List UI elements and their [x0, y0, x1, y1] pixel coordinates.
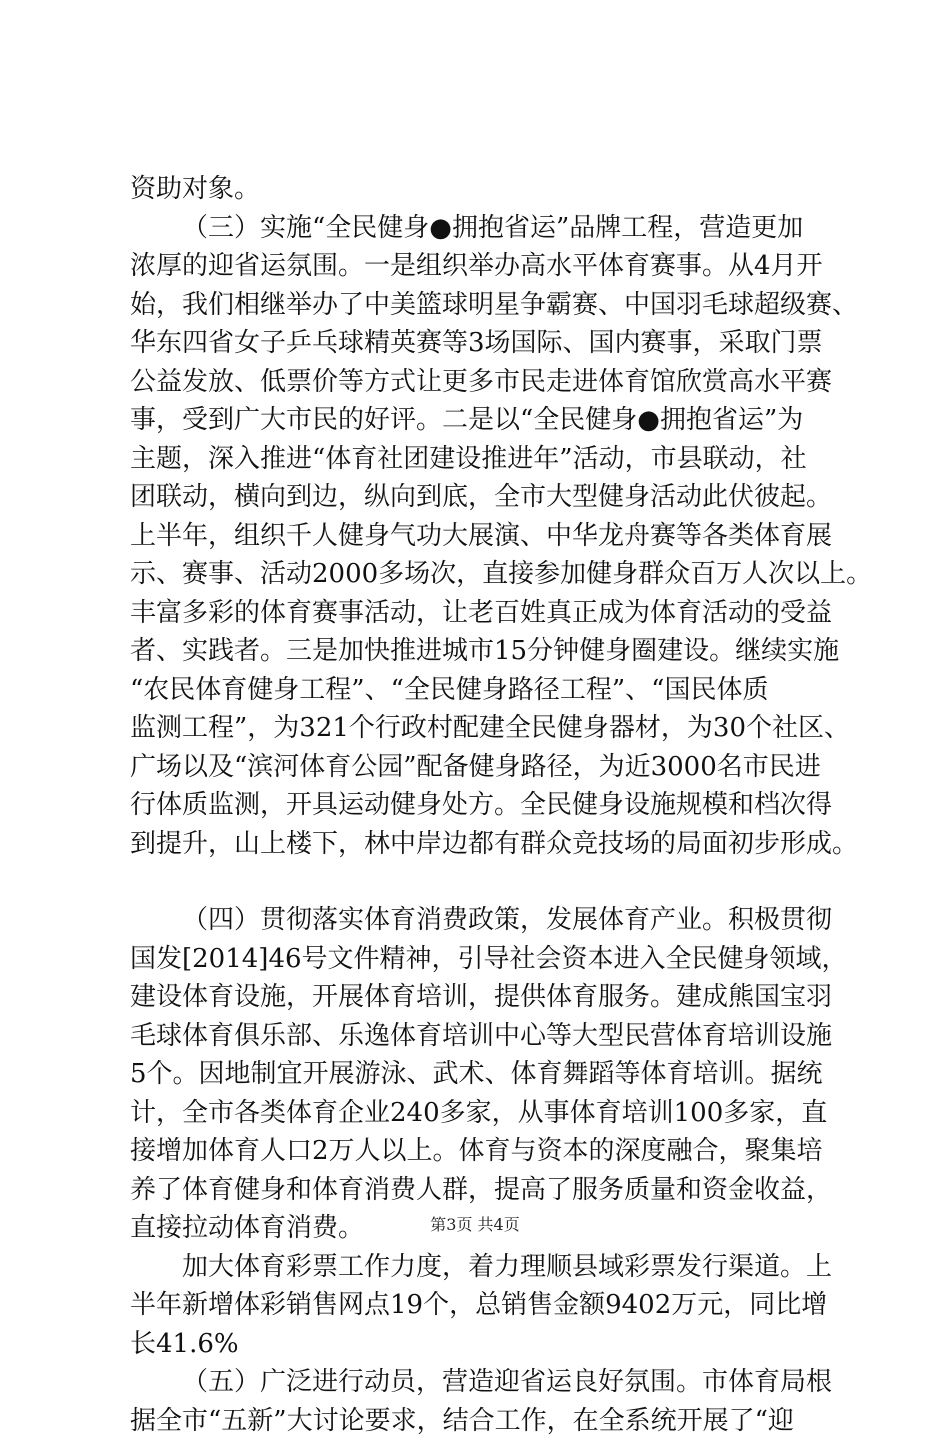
- text-line: 5个。因地制宜开展游泳、武术、体育舞蹈等体育培训。据统: [130, 1055, 830, 1094]
- paragraph-lottery: [130, 1248, 830, 1364]
- text-line: 事，受到广大市民的好评。二是以“全民健身●拥抱省运”为: [130, 401, 830, 440]
- page-number-label: 第3页 共4页: [430, 1215, 519, 1234]
- text-line: 始，我们相继举办了中美篮球明星争霸赛、中国羽毛球超级赛、: [130, 286, 830, 325]
- document-body: [130, 170, 830, 1440]
- text-line: 国发[2014]46号文件精神，引导社会资本进入全民健身领域，: [130, 940, 830, 979]
- text-line: 据全市“五新”大讨论要求，结合工作，在全系统开展了“迎: [130, 1402, 830, 1440]
- text-line: 主题，深入推进“体育社团建设推进年”活动，市县联动，社: [130, 440, 830, 479]
- text-line: 团联动，横向到边，纵向到底，全市大型健身活动此伏彼起。: [130, 478, 830, 517]
- text-line: 行体质监测，开具运动健身处方。全民健身设施规模和档次得: [130, 786, 830, 825]
- text-line: “农民体育健身工程”、“全民健身路径工程”、“国民体质: [130, 671, 830, 710]
- text-line: 者、实践者。三是加快推进城市15分钟健身圈建设。继续实施: [130, 632, 830, 671]
- paragraph-section-5: [130, 1363, 830, 1440]
- text-line: （三）实施“全民健身●拥抱省运”品牌工程，营造更加: [130, 209, 830, 248]
- text-line: 到提升，山上楼下，林中岸边都有群众竞技场的局面初步形成。: [130, 825, 830, 864]
- text-line: 加大体育彩票工作力度，着力理顺县域彩票发行渠道。上: [130, 1248, 830, 1287]
- text-line: 监测工程”，为321个行政村配建全民健身器材，为30个社区、: [130, 709, 830, 748]
- text-line: 浓厚的迎省运氛围。一是组织举办高水平体育赛事。从4月开: [130, 247, 830, 286]
- text-line: 长41.6%: [130, 1325, 830, 1364]
- text-line: 接增加体育人口2万人以上。体育与资本的深度融合，聚集培: [130, 1132, 830, 1171]
- text-line: 广场以及“滨河体育公园”配备健身路径，为近3000名市民进: [130, 748, 830, 787]
- paragraph-section-3: [130, 209, 830, 864]
- text-line: 上半年，组织千人健身气功大展演、中华龙舟赛等各类体育展: [130, 517, 830, 556]
- text-line: 毛球体育俱乐部、乐逸体育培训中心等大型民营体育培训设施: [130, 1017, 830, 1056]
- text-line: （五）广泛进行动员，营造迎省运良好氛围。市体育局根: [130, 1363, 830, 1402]
- text-line: 华东四省女子乒乓球精英赛等3场国际、国内赛事，采取门票: [130, 324, 830, 363]
- paragraph-continuation: [130, 170, 830, 209]
- text-line: 丰富多彩的体育赛事活动，让老百姓真正成为体育活动的受益: [130, 594, 830, 633]
- text-line: 建设体育设施，开展体育培训，提供体育服务。建成熊国宝羽: [130, 978, 830, 1017]
- paragraph-spacer: [130, 863, 830, 901]
- text-line: 半年新增体彩销售网点19个，总销售金额9402万元，同比增: [130, 1286, 830, 1325]
- text-line: 公益发放、低票价等方式让更多市民走进体育馆欣赏高水平赛: [130, 363, 830, 402]
- text-line: （四）贯彻落实体育消费政策，发展体育产业。积极贯彻: [130, 901, 830, 940]
- text-line: 养了体育健身和体育消费人群，提高了服务质量和资金收益，: [130, 1171, 830, 1210]
- page-footer: [0, 1214, 950, 1236]
- text-line: 计，全市各类体育企业240多家，从事体育培训100多家，直: [130, 1094, 830, 1133]
- paragraph-section-4: [130, 901, 830, 1248]
- text-line: 资助对象。: [130, 170, 830, 209]
- text-line: 示、赛事、活动2000多场次，直接参加健身群众百万人次以上。: [130, 555, 830, 594]
- text-line: 直接拉动体育消费。: [130, 1209, 830, 1248]
